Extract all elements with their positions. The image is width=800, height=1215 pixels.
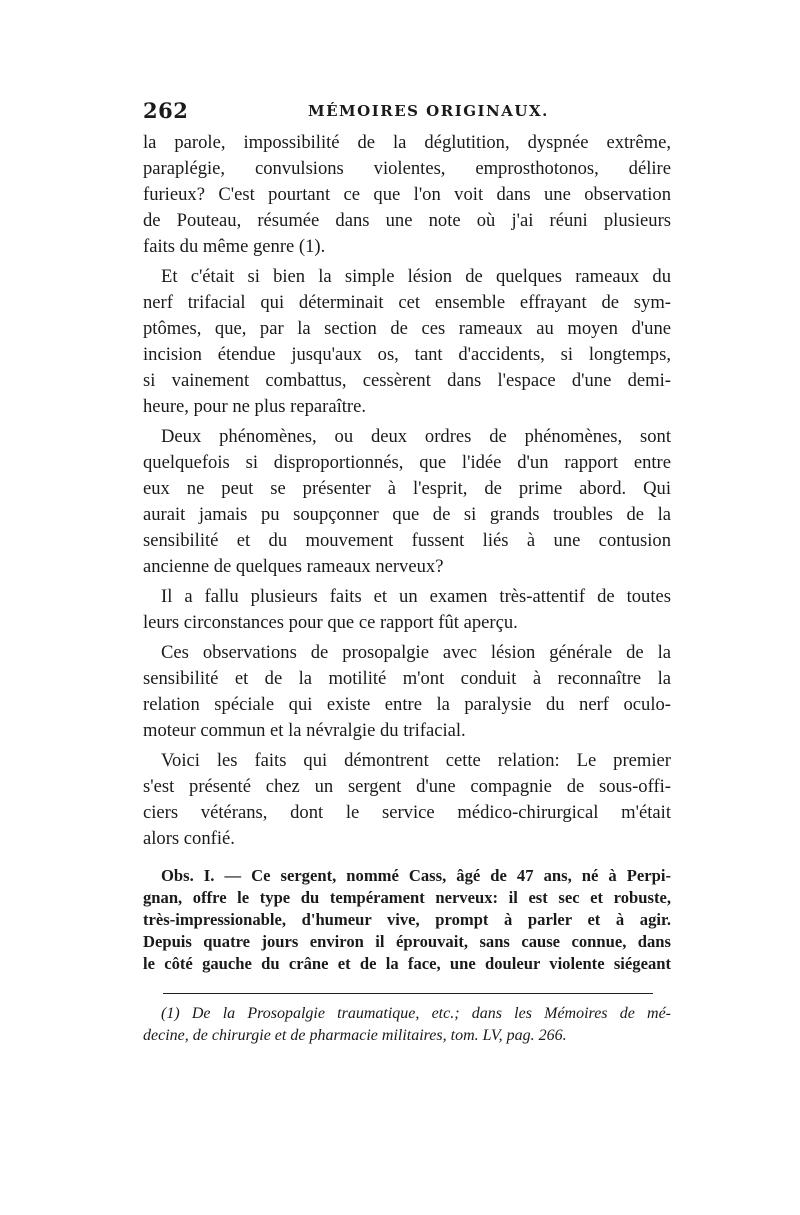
page-header [143,98,671,128]
text-line: aurait jamais pu soupçonner que de si grands troubles de la [143,504,671,525]
text-line: alors confié. [143,828,235,849]
text-line: furieux? C'est pourtant ce que l'on voit dans une observation [143,184,671,205]
running-head: MÉMOIRES ORIGINAUX. [308,102,549,120]
text-line: ciers vétérans, dont le service médico-chirurgical m'était [143,802,671,823]
page-number: 262 [143,98,189,123]
text-line: relation spéciale qui existe entre la paralysie du nerf oculo- [143,694,671,715]
text-line: ptômes, que, par la section de ces rameaux au moyen d'une [143,318,671,339]
text-line: si vainement combattus, cessèrent dans l'espace d'une demi- [143,370,671,391]
text-line: leurs circonstances pour que ce rapport fût aperçu. [143,612,518,633]
text-line: Ces observations de prosopalgie avec lésion générale de la [161,642,671,663]
footnote-line: decine, de chirurgie et de pharmacie militaires, tom. LV, pag. 266. [143,1027,567,1044]
text-line: de Pouteau, résumée dans une note où j'ai réuni plusieurs [143,210,671,231]
text-line: Voici les faits qui démontrent cette relation: Le premier [161,750,671,771]
observation-line: gnan, offre le type du tempérament nerveux: il est sec et robuste, [143,888,671,907]
text-line: la parole, impossibilité de la déglutition, dyspnée extrême, [143,132,671,153]
text-line: incision étendue jusqu'aux os, tant d'accidents, si longtemps, [143,344,671,365]
observation-line: très-impressionable, d'humeur vive, prompt à parler et à agir. [143,910,671,929]
text-line: faits du même genre (1). [143,236,326,257]
text-line: s'est présenté chez un sergent d'une compagnie de sous-offi- [143,776,671,797]
footnote-line: (1) De la Prosopalgie traumatique, etc.; dans les Mémoires de mé- [161,1005,671,1022]
observation-line: le côté gauche du crâne et de la face, une douleur violente siégeant [143,954,671,973]
text-line: paraplégie, convulsions violentes, emprosthotonos, délire [143,158,671,179]
text-line: quelquefois si disproportionnés, que l'idée d'un rapport entre [143,452,671,473]
text-line: eux ne peut se présenter à l'esprit, de prime abord. Qui [143,478,671,499]
observation-line: Depuis quatre jours environ il éprouvait, sans cause connue, dans [143,932,671,951]
text-line: sensibilité et de la motilité m'ont conduit à reconnaître la [143,668,671,689]
text-line: Il a fallu plusieurs faits et un examen très-attentif de toutes [161,586,671,607]
text-line: ancienne de quelques rameaux nerveux? [143,556,444,577]
text-line: sensibilité et du mouvement fussent liés à une contusion [143,530,671,551]
text-line: nerf trifacial qui déterminait cet ensemble effrayant de sym- [143,292,671,313]
observation-line: Obs. I. — Ce sergent, nommé Cass, âgé de 47 ans, né à Perpi- [161,866,671,885]
footnote-rule [163,993,653,994]
text-line: Deux phénomènes, ou deux ordres de phénomènes, sont [161,426,671,447]
text-line: Et c'était si bien la simple lésion de quelques rameaux du [161,266,671,287]
text-line: heure, pour ne plus reparaître. [143,396,367,417]
text-line: moteur commun et la névralgie du trifacial. [143,720,466,741]
